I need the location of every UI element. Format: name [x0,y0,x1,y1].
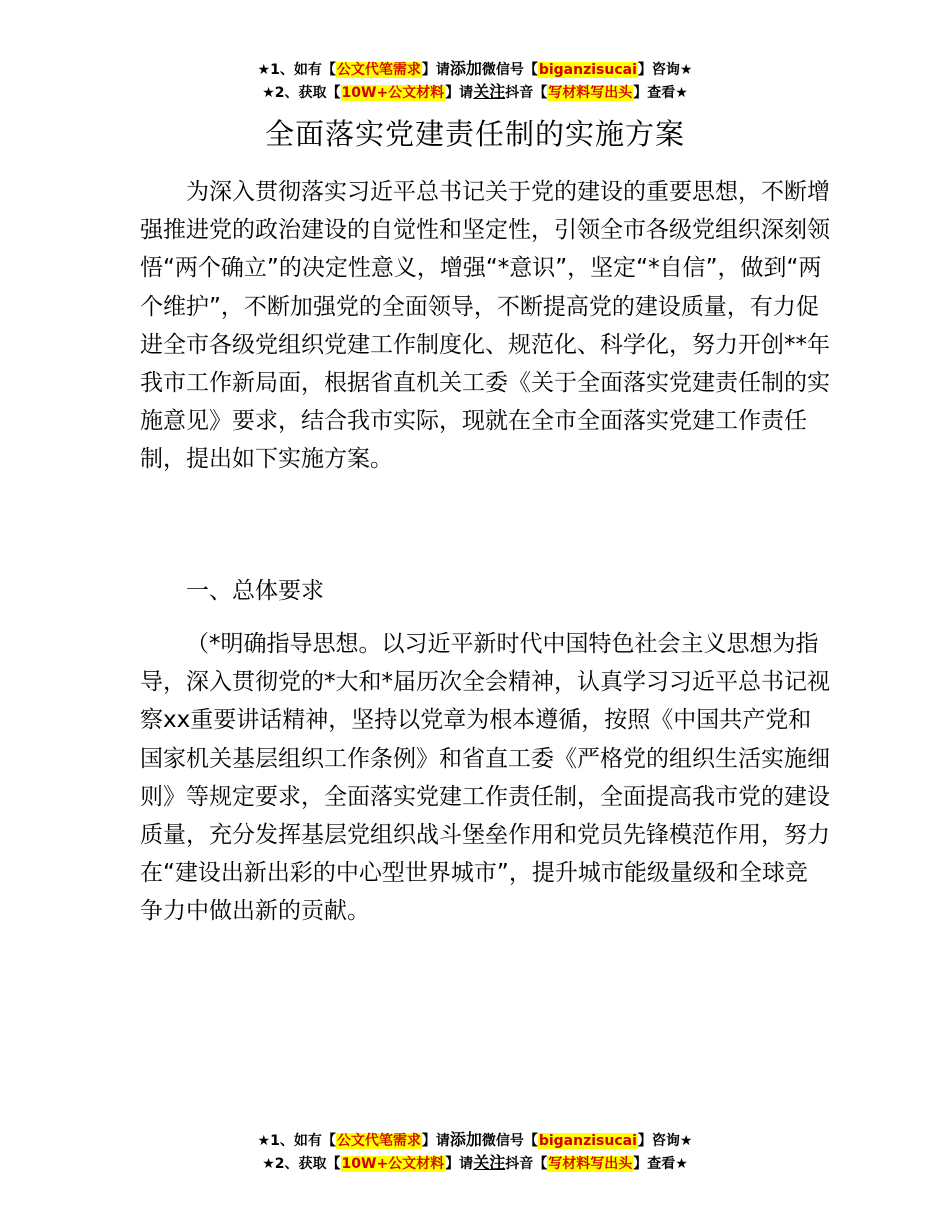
banner-text: 微信号【 [481,62,538,78]
banner-emphasis: 关注 [473,82,506,101]
banner-line-2 [0,81,950,104]
banner-text: 】请 [421,62,450,78]
document-title: 全面落实党建责任制的实施方案 [264,117,685,151]
banner-line-1 [0,58,950,81]
banner-text: 】查看★ [633,85,688,101]
section-heading: 一、总体要求 [186,578,324,604]
banner-emphasis: 关注 [473,1153,506,1172]
banner-text: 】请 [445,1156,474,1172]
banner-highlight: 公文代笔需求 [336,62,421,78]
banner-highlight: 写材料写出头 [548,1156,633,1172]
intro-paragraph: 为深入贯彻落实习近平总书记关于党的建设的重要思想，不断增强推进党的政治建设的自觉性和坚定性，引领全市各级党组织深刻领悟“两个确立”的决定性意义，增强“*意识”，坚定“*自信”，做到“两个维护”，不断加强党的全面领导，不断提高党的建设质量，有力促进全市各级党组织党建工作制度化、规范化、科学化，努力开创**年我市工作新局面，根据省直机关工委《关于全面落实党建责任制的实施意见》要求，结合我市实际，现就在全市全面落实党建工作责任制，提出如下实施方案。 [140,179,830,473]
header-banner [0,58,950,104]
banner-highlight: 10W+公文材料 [341,1156,445,1172]
banner-text: 微信号【 [481,1133,538,1149]
guiding-thought-paragraph: （*明确指导思想。以习近平新时代中国特色社会主义思想为指导，深入贯彻党的*大和*届历次全会精神，认真学习习近平总书记视察xx重要讲话精神，坚持以党章为根本遵循，按照《中国共产党和国家机关基层组织工作条例》和省直工委《严格党的组织生活实施细则》等规定要求，全面落实党建工作责任制，全面提高我市党的建设质量，充分发挥基层党组织战斗堡垒作用和党员先锋模范作用，努力在“建设出新出彩的中心型世界城市”，提升城市能级量级和全球竞争力中做出新的贡献。 [140,631,830,925]
banner-text: ★2、获取【 [262,1156,341,1172]
banner-emphasis: 添加 [449,59,482,78]
banner-text: 】咨询★ [637,62,693,78]
footer-banner [0,1129,950,1175]
banner-highlight: biganzisucai [538,1133,637,1149]
banner-text: ★2、获取【 [262,85,341,101]
banner-line-1 [0,1129,950,1152]
banner-text: 】请 [445,85,474,101]
banner-text: 】查看★ [633,1156,688,1172]
banner-text: ★1、如有【 [257,62,336,78]
banner-emphasis: 添加 [449,1130,482,1149]
banner-highlight: biganzisucai [538,62,637,78]
banner-line-2 [0,1152,950,1175]
banner-text: ★1、如有【 [257,1133,336,1149]
banner-text: 】咨询★ [637,1133,693,1149]
banner-text: 抖音【 [505,85,548,101]
banner-text: 抖音【 [505,1156,548,1172]
banner-highlight: 写材料写出头 [548,85,633,101]
banner-highlight: 10W+公文材料 [341,85,445,101]
banner-text: 】请 [421,1133,450,1149]
banner-highlight: 公文代笔需求 [336,1133,421,1149]
